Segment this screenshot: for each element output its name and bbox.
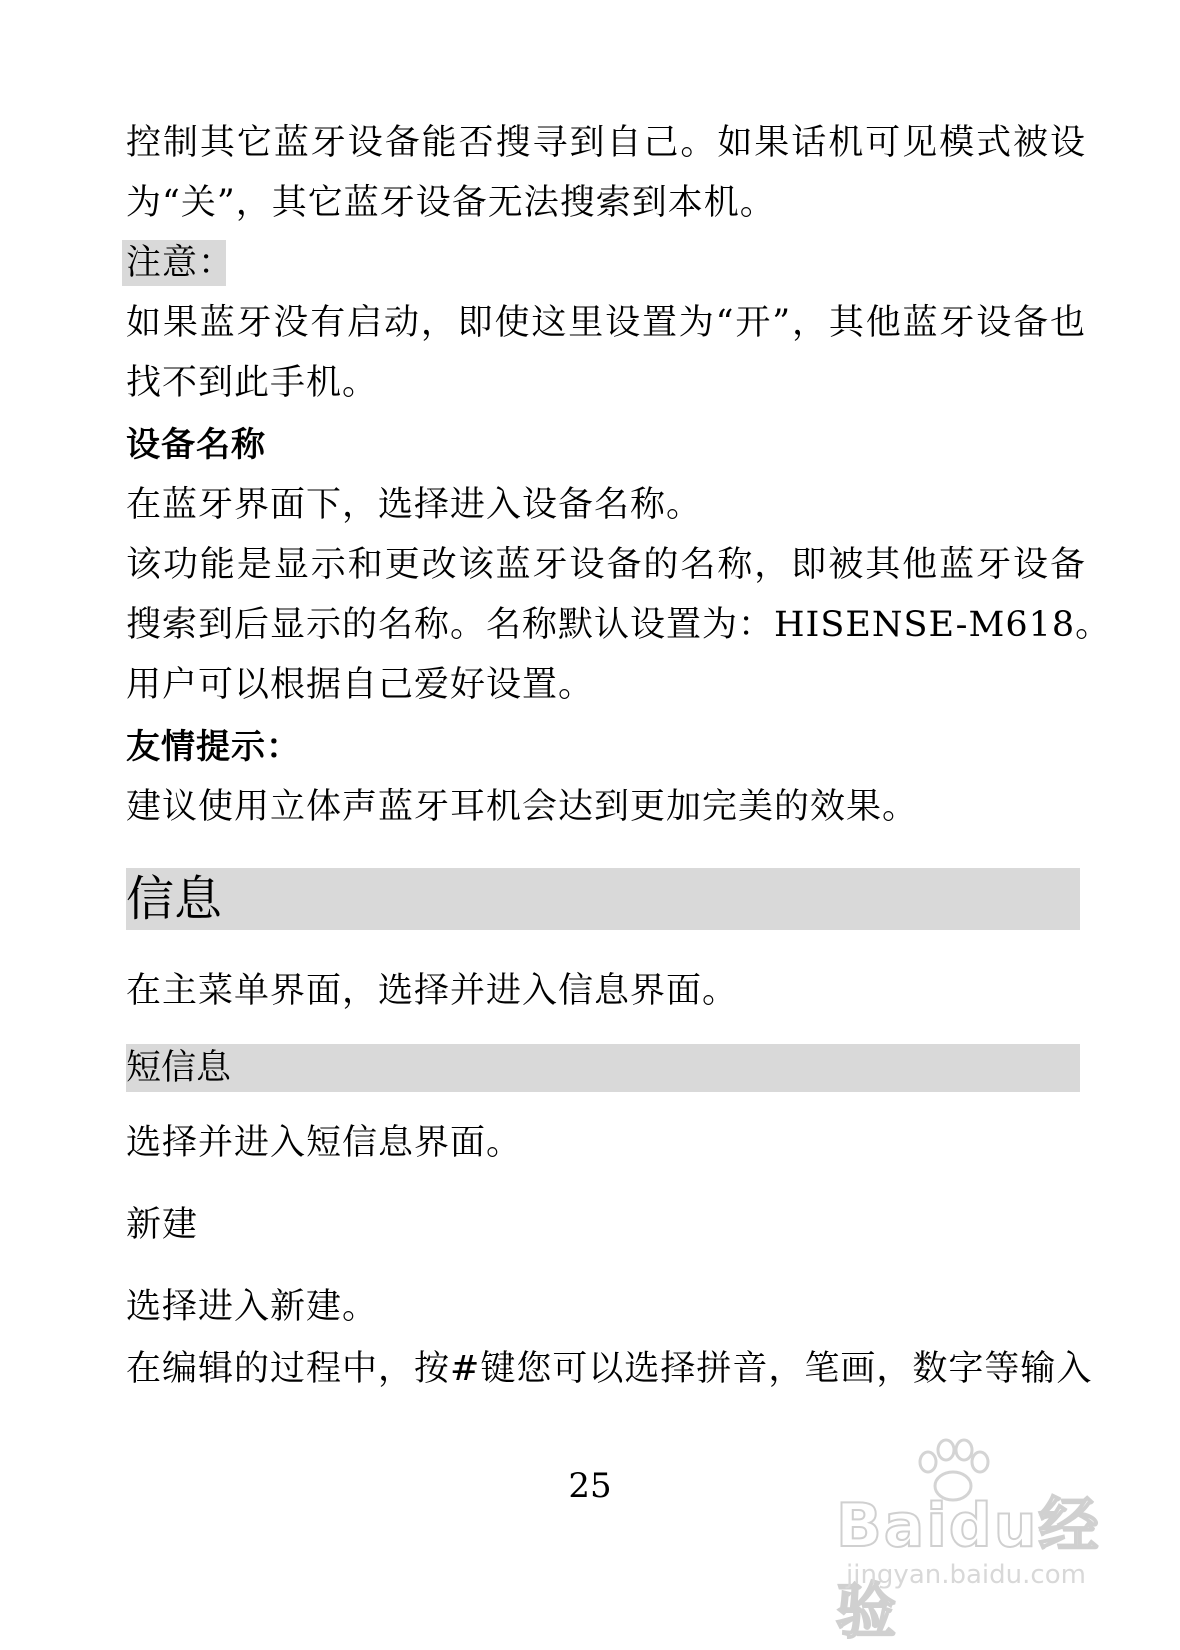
new-label: 新建	[126, 1205, 199, 1245]
page-number: 25	[568, 1466, 612, 1506]
paragraph-line: 在蓝牙界面下，选择进入设备名称。	[126, 485, 703, 525]
paragraph-line: 为“关”，其它蓝牙设备无法搜索到本机。	[126, 183, 776, 223]
note-label: 注意：	[126, 243, 235, 283]
new-intro: 选择进入新建。	[126, 1287, 379, 1327]
paw-icon	[898, 1436, 1008, 1506]
subsection-intro: 选择并进入短信息界面。	[126, 1123, 523, 1163]
edit-text: 在编辑的过程中，按#键您可以选择拼音，笔画，数字等输入	[126, 1349, 1093, 1389]
paragraph-line: 搜索到后显示的名称。名称默认设置为：HISENSE-M618。	[126, 605, 1112, 645]
tip-heading: 友情提示：	[126, 727, 301, 767]
paragraph-line: 控制其它蓝牙设备能否搜寻到自己。如果话机可见模式被设	[126, 123, 1086, 163]
paragraph-line: 找不到此手机。	[126, 363, 379, 403]
subsection-title: 短信息	[126, 1044, 1080, 1092]
section-intro: 在主菜单界面，选择并进入信息界面。	[126, 971, 739, 1011]
baidu-watermark	[836, 1436, 1136, 1647]
paragraph-line: 该功能是显示和更改该蓝牙设备的名称，即被其他蓝牙设备	[126, 545, 1086, 585]
watermark-brand: Baidu经验	[836, 1491, 1101, 1647]
paragraph-line: 用户可以根据自己爱好设置。	[126, 665, 595, 705]
watermark-url: jingyan.baidu.com	[846, 1560, 1086, 1590]
device-name-heading: 设备名称	[126, 425, 266, 465]
paragraph-line: 如果蓝牙没有启动，即使这里设置为“开”，其他蓝牙设备也	[126, 303, 1086, 343]
tip-text: 建议使用立体声蓝牙耳机会达到更加完美的效果。	[126, 787, 919, 827]
section-title: 信息	[126, 868, 1080, 930]
